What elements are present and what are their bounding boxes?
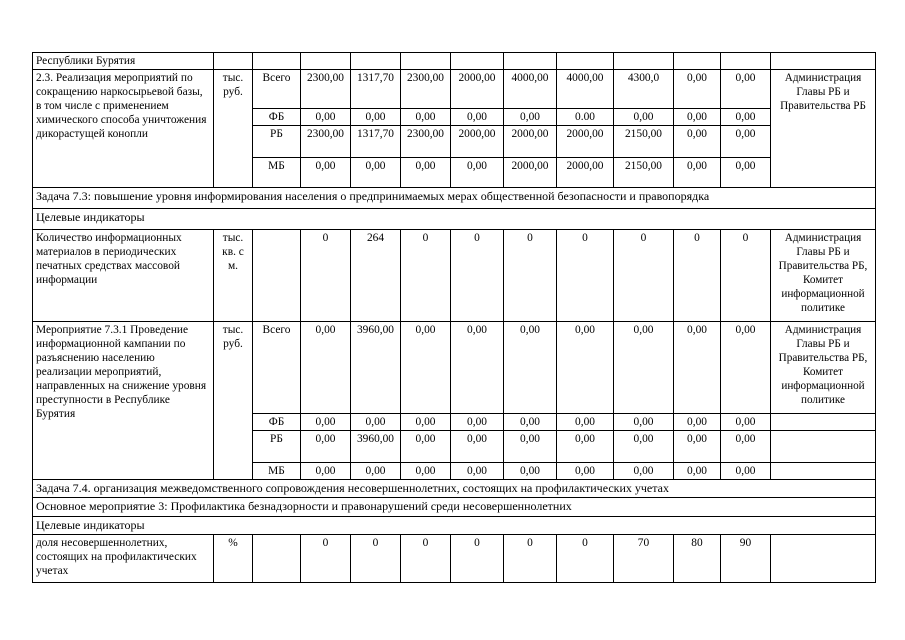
value-cell: 0,00 xyxy=(674,158,721,188)
value-cell: 2150,00 xyxy=(614,126,674,158)
task-heading: Задача 7.3: повышение уровня информирования населения о предпринимаемых мерах общественной безопасности и правопорядка xyxy=(33,188,876,209)
funding-source-cell xyxy=(253,230,301,322)
value-cell: 0,00 xyxy=(674,322,721,414)
value-cell: 0 xyxy=(451,230,504,322)
value-cell: 4000,00 xyxy=(504,70,557,109)
value-cell: 0 xyxy=(504,230,557,322)
value-cell: 0,00 xyxy=(451,322,504,414)
value-cell: 0,00 xyxy=(451,431,504,463)
value-cell: 0,00 xyxy=(451,109,504,126)
value-cell: 0,00 xyxy=(721,70,771,109)
value-cell: 0,00 xyxy=(674,431,721,463)
funding-source-cell: РБ xyxy=(253,126,301,158)
funding-source-cell: МБ xyxy=(253,158,301,188)
value-cell: 4000,00 xyxy=(557,70,614,109)
value-cell: 0,00 xyxy=(614,463,674,480)
value-cell: 3960,00 xyxy=(351,322,401,414)
value-cell: 90 xyxy=(721,535,771,583)
table-row xyxy=(33,230,876,322)
value-cell: 0,00 xyxy=(351,463,401,480)
indicator-name-cell: доля несовершеннолетних, состоящих на профилактических учетах xyxy=(33,535,214,583)
value-cell: 0 xyxy=(557,535,614,583)
value-cell: 0,00 xyxy=(301,431,351,463)
funding-source-cell: РБ xyxy=(253,431,301,463)
value-cell: 0,00 xyxy=(451,158,504,188)
value-cell: 0,00 xyxy=(301,322,351,414)
value-cell: 0,00 xyxy=(504,322,557,414)
value-cell: 1317,70 xyxy=(351,126,401,158)
table-row xyxy=(33,70,876,109)
value-cell: 0,00 xyxy=(674,463,721,480)
program-table xyxy=(32,52,876,583)
value-cell: 0,00 xyxy=(557,463,614,480)
value-cell: 0,00 xyxy=(614,431,674,463)
value-cell: 0,00 xyxy=(721,463,771,480)
value-cell: 4300,0 xyxy=(614,70,674,109)
value-cell: 0,00 xyxy=(351,158,401,188)
value-cell: 0 xyxy=(504,535,557,583)
value-cell: 0,00 xyxy=(401,322,451,414)
responsible-cell xyxy=(771,535,876,583)
value-cell: 2300,00 xyxy=(401,70,451,109)
value-cell: 0,00 xyxy=(614,414,674,431)
value-cell: 2000,00 xyxy=(557,158,614,188)
value-cell: 2000,00 xyxy=(504,158,557,188)
value-cell: 264 xyxy=(351,230,401,322)
value-cell: 0 xyxy=(301,535,351,583)
table-row xyxy=(33,322,876,414)
value-cell: 0,00 xyxy=(401,109,451,126)
table-row xyxy=(33,480,876,498)
value-cell: 70 xyxy=(614,535,674,583)
section-heading: Целевые индикаторы xyxy=(33,517,876,535)
value-cell: 0 xyxy=(401,535,451,583)
value-cell: 0,00 xyxy=(721,126,771,158)
value-cell: 0,00 xyxy=(557,414,614,431)
funding-source-cell: Всего xyxy=(253,322,301,414)
measure-name-cell: 2.3. Реализация мероприятий по сокращению наркосырьевой базы, в том числе с применением химического способа уничтожения дикорастущей конопли xyxy=(33,70,214,188)
funding-source-cell: ФБ xyxy=(253,414,301,431)
value-cell: 2000,00 xyxy=(451,126,504,158)
table-row xyxy=(33,498,876,517)
value-cell: 2000,00 xyxy=(557,126,614,158)
value-cell: 0,00 xyxy=(301,158,351,188)
table-row xyxy=(33,209,876,230)
value-cell: 0,00 xyxy=(401,158,451,188)
responsible-cell: Администрация Главы РБ и Правительства РБ, Комитет информационной политике xyxy=(771,322,876,414)
value-cell: 0,00 xyxy=(721,414,771,431)
value-cell: 80 xyxy=(674,535,721,583)
value-cell: 0,00 xyxy=(504,414,557,431)
value-cell: 2000,00 xyxy=(504,126,557,158)
value-cell: 0,00 xyxy=(504,431,557,463)
responsible-cell: Администрация Главы РБ и Правительства РБ xyxy=(771,70,876,188)
value-cell: 2300,00 xyxy=(301,70,351,109)
measure-name-cell: Мероприятие 7.3.1 Проведение информационной кампании по разъяснению населению реализации мероприятий, направленных на снижение уровня преступности в Республике Бурятия xyxy=(33,322,214,480)
section-heading: Целевые индикаторы xyxy=(33,209,876,230)
value-cell: 0 xyxy=(451,535,504,583)
value-cell: 0,00 xyxy=(614,322,674,414)
value-cell: 0,00 xyxy=(351,414,401,431)
value-cell: 2150,00 xyxy=(614,158,674,188)
main-event-heading: Основное мероприятие 3: Профилактика безнадзорности и правонарушений среди несовершеннолетних xyxy=(33,498,876,517)
table-row xyxy=(33,517,876,535)
value-cell: 0,00 xyxy=(301,463,351,480)
value-cell: 0 xyxy=(351,535,401,583)
value-cell: 0,00 xyxy=(401,431,451,463)
indicator-name-cell: Количество информационных материалов в периодических печатных средствах массовой информации xyxy=(33,230,214,322)
value-cell: 0,00 xyxy=(451,414,504,431)
value-cell: 2000,00 xyxy=(451,70,504,109)
table-row xyxy=(33,53,876,70)
value-cell: 0 xyxy=(301,230,351,322)
value-cell: 0,00 xyxy=(401,414,451,431)
table-row xyxy=(33,535,876,583)
responsible-cell: Администрация Главы РБ и Правительства РБ, Комитет информационной политике xyxy=(771,230,876,322)
value-cell: 2300,00 xyxy=(401,126,451,158)
value-cell: 0,00 xyxy=(721,158,771,188)
value-cell: 0,00 xyxy=(674,414,721,431)
value-cell: 0,00 xyxy=(614,109,674,126)
value-cell: 0,00 xyxy=(674,126,721,158)
value-cell: 0,00 xyxy=(674,70,721,109)
value-cell: 0,00 xyxy=(401,463,451,480)
funding-source-cell: Всего xyxy=(253,70,301,109)
value-cell: 0 xyxy=(721,230,771,322)
value-cell: 0.00 xyxy=(557,109,614,126)
unit-cell: тыс. кв. с м. xyxy=(214,230,253,322)
value-cell: 0,00 xyxy=(557,431,614,463)
value-cell: 0 xyxy=(557,230,614,322)
value-cell: 2300,00 xyxy=(301,126,351,158)
value-cell: 0,00 xyxy=(721,109,771,126)
funding-source-cell: МБ xyxy=(253,463,301,480)
funding-source-cell xyxy=(253,535,301,583)
unit-cell: тыс. руб. xyxy=(214,322,253,480)
value-cell: 0 xyxy=(674,230,721,322)
value-cell: 0,00 xyxy=(721,431,771,463)
value-cell: 0,00 xyxy=(504,463,557,480)
region-continuation-cell: Республики Бурятия xyxy=(33,53,214,70)
table-row xyxy=(33,188,876,209)
unit-cell: % xyxy=(214,535,253,583)
value-cell: 0,00 xyxy=(451,463,504,480)
value-cell: 0,00 xyxy=(351,109,401,126)
value-cell: 0,00 xyxy=(674,109,721,126)
value-cell: 0,00 xyxy=(721,322,771,414)
funding-source-cell: ФБ xyxy=(253,109,301,126)
task-heading: Задача 7.4. организация межведомственного сопровождения несовершеннолетних, состоящих на профилактических учетах xyxy=(33,480,876,498)
unit-cell: тыс. руб. xyxy=(214,70,253,188)
value-cell: 0,00 xyxy=(504,109,557,126)
value-cell: 0 xyxy=(401,230,451,322)
value-cell: 1317,70 xyxy=(351,70,401,109)
value-cell: 0,00 xyxy=(301,414,351,431)
value-cell: 3960,00 xyxy=(351,431,401,463)
value-cell: 0,00 xyxy=(301,109,351,126)
value-cell: 0,00 xyxy=(557,322,614,414)
value-cell: 0 xyxy=(614,230,674,322)
